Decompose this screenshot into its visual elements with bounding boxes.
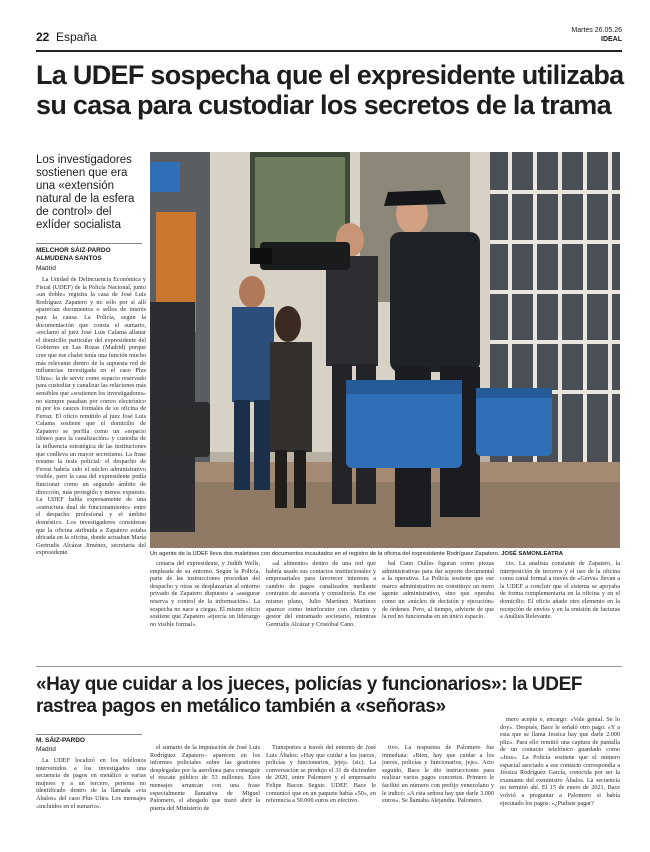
byline2-rule [36,734,142,735]
article1-column-1 [36,276,146,660]
article2-column-4 [382,744,494,847]
article2-col5-text: mero acepta e, encargo: «Vale genial. Se lo doy». Después, Bace le señaló otro pago: «Y a esta que se llama Jessica hay que darle 2.000 pliz». Para ello remitió una captura de pantalla de un contacto telefónico guardado como «Jess». La Policía sostiene que el número espacial asociado a ese contacto correspondía a Jéssica Rodríguez García, conocida por ser la examante del exministro Ábalos. La secuencia no terminó ahí. El 15 de enero de 2021, Bace volvió a preguntar a Palomero si había ejecutado los pagos: «¿Pudiste pagar? [500,716,620,807]
article1-column-5 [500,560,620,660]
article1-column-4 [382,560,494,660]
page-header [36,26,622,48]
article1-column-3 [266,560,376,660]
article2-column-1 [36,757,146,847]
header-right [571,26,622,44]
article2-col1-text: La UDEF localizó en los teléfonos intervenidos a los investigados una secuencia de pagos en metálico a varias mujeres y a un tercero, persona no identificado dentro de la llamada «vía Ábalos» del caso Plus Ultra. Los mensajes «incluidos en el sumario». [36,757,146,810]
section-name: España [56,30,97,44]
dateline: Madrid [36,265,56,272]
article1-col5-text: cio. La analista constante de Zapatero, la interposición de terceros y el uso de la oficina como canal formal a través de «Gerva» llevan a la UDEF a concluir que el sistema se apoyaba de forma complementaria en la oficina y en el domicilio. El oficio añade otro elemento en la recepción de envíos y en la emisión de facturas a Análisis Relevante. [500,560,620,621]
article1-col1-text: La Unidad de Delincuencia Económica y Fiscal (UDEF) de la Policía Nacional, junto «un doble» registra la casa de José Luis Rodríguez Zapatero y no sólo por si allí aparecían documentos o sellos de interés para la causa. La Policía, según la documentación que consta el sumario, «reclamó al juez José Luis Calama allanar el domicilio particular del expresidente del Gobierno en Las Rozas (Madrid) porque cree que ese chalet tenía una función mucho más relevante dentro de la supuesta red de influencias investigada en el caso Plus Ultra»: la de servir como espacio reservado para custodiar y canalizar las relaciones más sensibles que «sostienen los investigadores» no siempre pasaban por correo electrónico ni por los cauces formales de su oficina de Ferraz. El oficio remitido al juez José Luis Calama sostiene que el domicilio de Zapatero se perfila como un «espacio idóneo para la canalización» y custodia de la influencia estratégica de las instituciones que conlleva un mayor secretismo. La frase resume la tesis policial: el despacho de Ferraz habría sido el núcleo administrativo visible, pero la casa del expresidente podía funcionar como un segundo ámbito de dirección, más protegido y menos expuesto. La UDEF habla expresamente de una «estructura dual de funcionamiento» entre el despacho profesional y el ámbito doméstico. Los investigadores consideran que la oficina atribuida a Zapatero estaba ubicada en la oficina, donde actuaban María Gertrudis Alcázar Jiménez, secretaria del expresidente. [36,276,146,557]
byline-2: M. SÁIZ-PARDO [36,737,85,744]
main-headline: La UDEF sospecha que el expresidente utilizaba su casa para custodiar los secretos de la trama [36,60,624,120]
article1-col4-text: bal Cano Oulles figuran como piezas administrativas para dar soporte documental a la operativa. La Policía sostiene que ese marco administrativo no constituye un mero agente administrativo, sino que operaba como un «núcleo de decisión y ejecución» de órdenes. Pero, al tiempo, advierte de que la red no funcionaba en un único espacio. [382,560,494,621]
byline [36,247,146,263]
author-1: MELCHOR SÁIZ-PARDO [36,247,111,254]
dateline-2: Madrid [36,746,56,753]
issue-date: Martes 26.05.26 [571,27,622,34]
secondary-headline: «Hay que cuidar a los jueces, policías y funcionarios»: la UDEF rastrea pagos en metálico también a «señoras» [36,674,583,717]
article1-col2-text: cretaria del expresidente, y Judith Wells, empleada de su entorno. Según la Policía, parte de las instrucciones procedían del despacho y otras se desplazarían al entorno privado de Zapatero dispuesto a «asegurar reserva y control de la información». La sospecha no nace a ciegas. El mismo oficio sostiene que Zapatero «ejercía un liderazgo no visible formal». [150,560,260,628]
subheadline: Los investigadores sostienen que era una «extensión natural de la esfera de control» del exlíder socialista [36,154,135,231]
article2-column-2 [150,744,260,847]
article1-column-2 [150,560,260,660]
section-divider [36,666,622,667]
article2-col4-text: tivo. La respuesta de Palomero fue inmediata: «Bien, hay que cuidar a los jueces, policías y funcionarios, jeje». Acto seguido, Bace le dio instrucciones para realizar varios pagos concretos. Primero le facilitó un número con prefijo venezolano y le indicó: «A esta señora hay que darle 3.000 euros». Se llamaba Alejandra. Palomero. [382,744,494,805]
article1-col3-text: «al alimento» dentro de una red que habría usado sus contactos institucionales y empresariales para favorecer intereses a cambio de pagos canalizados mediante contratos de asesoría y consultoría. En ese mismo plano, Julio Martínez Martínez aparece como interlocutor con clientes y gestor del entramado societario, mientras Gertrudis Alcázar y Cristóbal Cano. [266,560,376,628]
news-photo [150,152,620,548]
article2-column-5 [500,716,620,847]
publication-name: IDEAL [601,36,622,43]
photo-credit: JOSÉ SAMONLEATRA [501,551,563,557]
photo-caption [150,550,620,558]
article2-col2-text: el sumario de la imputación de José Luis Rodríguez Zapatero– aparecen en los informes policiales sobre las gestiones desplegadas por la aerolínea para conseguir el rescate público de 53 millones. Esos mensajes arrancan con una frase especialmente llamativa de Miguel Palomero, el abogado que trazó abrir la puerta del Ministerio de [150,744,260,812]
article2-column-3 [266,744,376,847]
author-2: ALMUDENA SANTOS [36,255,102,262]
article2-col3-text: Transportes a través del entorno de José Luis Ábalos: «Hay que cuidar a los jueces, policías y funcionarios, jejej» (sic). La conversación se produjo el 31 de diciembre de 2020, entre Palomero y el empresario Felipe Bacon Seguir. UDEF. Bace le comunicó que en un paquete había «50», en referencia a 50.000 euros en efectivo. [266,744,376,805]
caption-text: Un agente de la UDEF lleva dos maletines con documentos incautados en el registro de la oficina del expresidente Rodríguez Zapatero. [150,551,500,557]
header-rule [36,50,622,52]
byline-rule [36,243,142,244]
page-number: 22 [36,30,50,44]
